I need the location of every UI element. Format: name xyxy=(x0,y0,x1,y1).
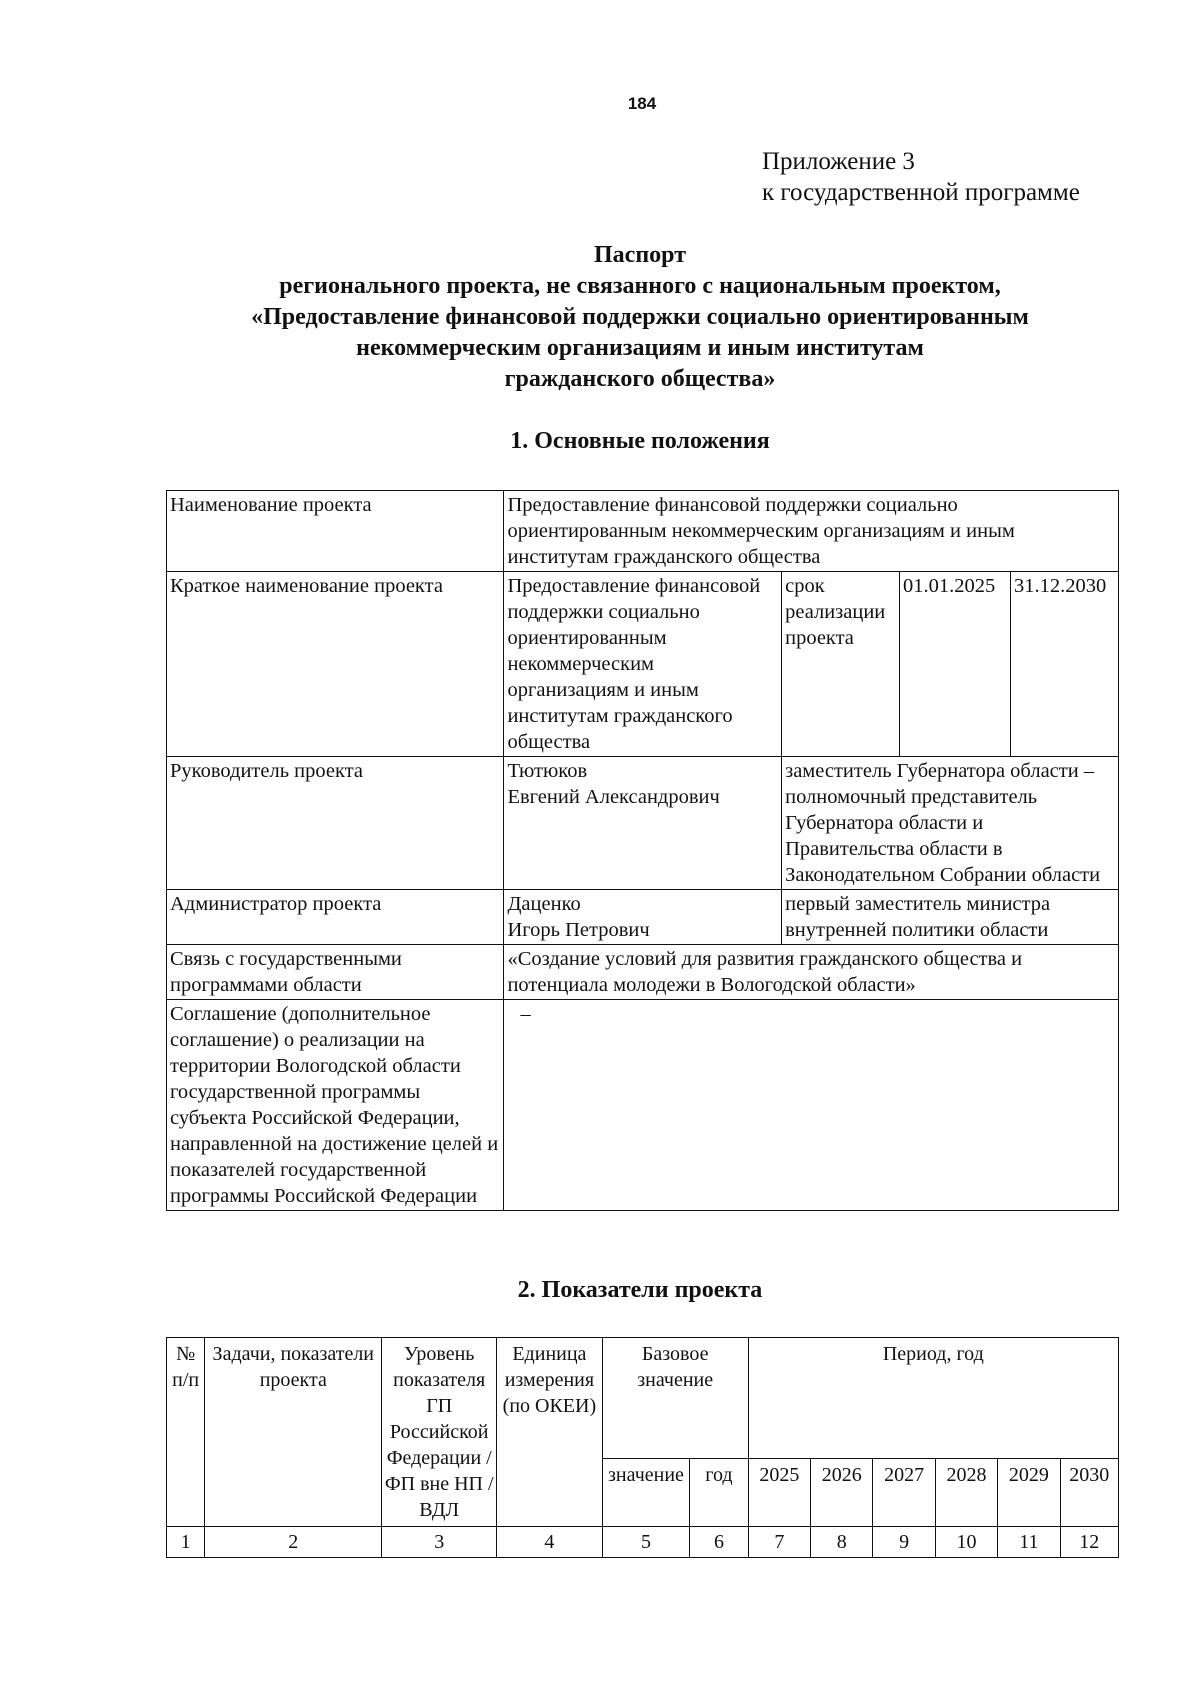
col-header-year-2027: 2027 xyxy=(873,1459,935,1527)
document-title xyxy=(130,240,1150,395)
col-header-year-2025: 2025 xyxy=(748,1459,810,1527)
column-number: 8 xyxy=(811,1527,873,1558)
main-provisions-table xyxy=(166,490,1119,1211)
agreement-value: – xyxy=(504,1000,1119,1211)
term-label: срок реализации проекта xyxy=(782,572,900,757)
short-name-value: Предоставление финансовой поддержки социально ориентированным некоммерческим организациям и иным институтам гражданского общества xyxy=(504,572,782,757)
program-link-value: «Создание условий для развития гражданского общества и потенциала молодежи в Вологодской области» xyxy=(504,945,1119,1000)
short-name-label: Краткое наименование проекта xyxy=(167,572,504,757)
col-header-base-year: год xyxy=(690,1459,748,1527)
title-line-5: гражданского общества» xyxy=(504,366,776,392)
appendix-line-1: Приложение 3 xyxy=(762,148,915,175)
section-1-heading: 1. Основные положения xyxy=(510,428,770,454)
column-number: 11 xyxy=(998,1527,1060,1558)
table-row xyxy=(167,945,1119,1000)
column-number: 2 xyxy=(205,1527,382,1558)
project-admin-label: Администратор проекта xyxy=(167,890,504,945)
head-surname: Тютюков xyxy=(507,760,588,782)
term-end: 31.12.2030 xyxy=(1011,572,1119,757)
project-head-name xyxy=(504,757,782,890)
section-2-heading: 2. Показатели проекта xyxy=(517,1277,763,1303)
appendix-line-2: к государственной программе xyxy=(762,179,1080,206)
col-header-level: Уровень показателя ГП Российской Федерации / ФП вне НП / ВДЛ xyxy=(382,1338,497,1527)
project-admin-name xyxy=(504,890,782,945)
table-row xyxy=(167,491,1119,572)
table-row xyxy=(167,1000,1119,1211)
title-line-1: Паспорт xyxy=(594,242,686,268)
head-given-names: Евгений Александрович xyxy=(507,786,720,808)
title-line-2: регионального проекта, не связанного с национальным проектом, xyxy=(279,273,1001,299)
project-admin-position: первый заместитель министра внутренней политики области xyxy=(782,890,1119,945)
col-header-base-value: значение xyxy=(602,1459,690,1527)
table-header-row xyxy=(167,1338,1119,1459)
col-header-tasks: Задачи, показатели проекта xyxy=(205,1338,382,1527)
col-header-no: № п/п xyxy=(167,1338,205,1527)
project-head-position: заместитель Губернатора области – полномочный представитель Губернатора области и Правительства области в Законодательном Собрании области xyxy=(782,757,1119,890)
project-name-label: Наименование проекта xyxy=(167,491,504,572)
program-link-label: Связь с государственными программами области xyxy=(167,945,504,1000)
project-indicators-table xyxy=(166,1337,1119,1558)
agreement-label: Соглашение (дополнительное соглашение) о реализации на территории Вологодской области государственной программы субъекта Российской Федерации, направленной на достижение целей и показателей государственной программы Российской Федерации xyxy=(167,1000,504,1211)
col-header-year-2026: 2026 xyxy=(811,1459,873,1527)
title-line-3: «Предоставление финансовой поддержки социально ориентированным xyxy=(251,304,1029,330)
col-header-year-2030: 2030 xyxy=(1060,1459,1118,1527)
admin-surname: Даценко xyxy=(507,893,581,915)
column-number: 3 xyxy=(382,1527,497,1558)
table-row xyxy=(167,572,1119,757)
col-header-unit: Единица измерения (по ОКЕИ) xyxy=(497,1338,603,1527)
page-number: 184 xyxy=(627,94,657,113)
term-start: 01.01.2025 xyxy=(900,572,1011,757)
column-number: 1 xyxy=(167,1527,205,1558)
col-header-base: Базовое значение xyxy=(602,1338,748,1459)
col-header-period: Период, год xyxy=(748,1338,1118,1459)
project-name-value: Предоставление финансовой поддержки социально ориентированным некоммерческим организациям и иным институтам гражданского общества xyxy=(504,491,1119,572)
table-row xyxy=(167,890,1119,945)
table-row xyxy=(167,757,1119,890)
title-line-4: некоммерческим организациям и иным институтам xyxy=(356,335,924,361)
column-number-row xyxy=(167,1527,1119,1558)
column-number: 5 xyxy=(602,1527,690,1558)
column-number: 7 xyxy=(748,1527,810,1558)
column-number: 4 xyxy=(497,1527,603,1558)
appendix-note xyxy=(762,146,1080,208)
col-header-year-2028: 2028 xyxy=(935,1459,997,1527)
admin-given-names: Игорь Петрович xyxy=(507,919,650,941)
col-header-year-2029: 2029 xyxy=(998,1459,1060,1527)
column-number: 10 xyxy=(935,1527,997,1558)
project-head-label: Руководитель проекта xyxy=(167,757,504,890)
column-number: 6 xyxy=(690,1527,748,1558)
column-number: 12 xyxy=(1060,1527,1118,1558)
column-number: 9 xyxy=(873,1527,935,1558)
